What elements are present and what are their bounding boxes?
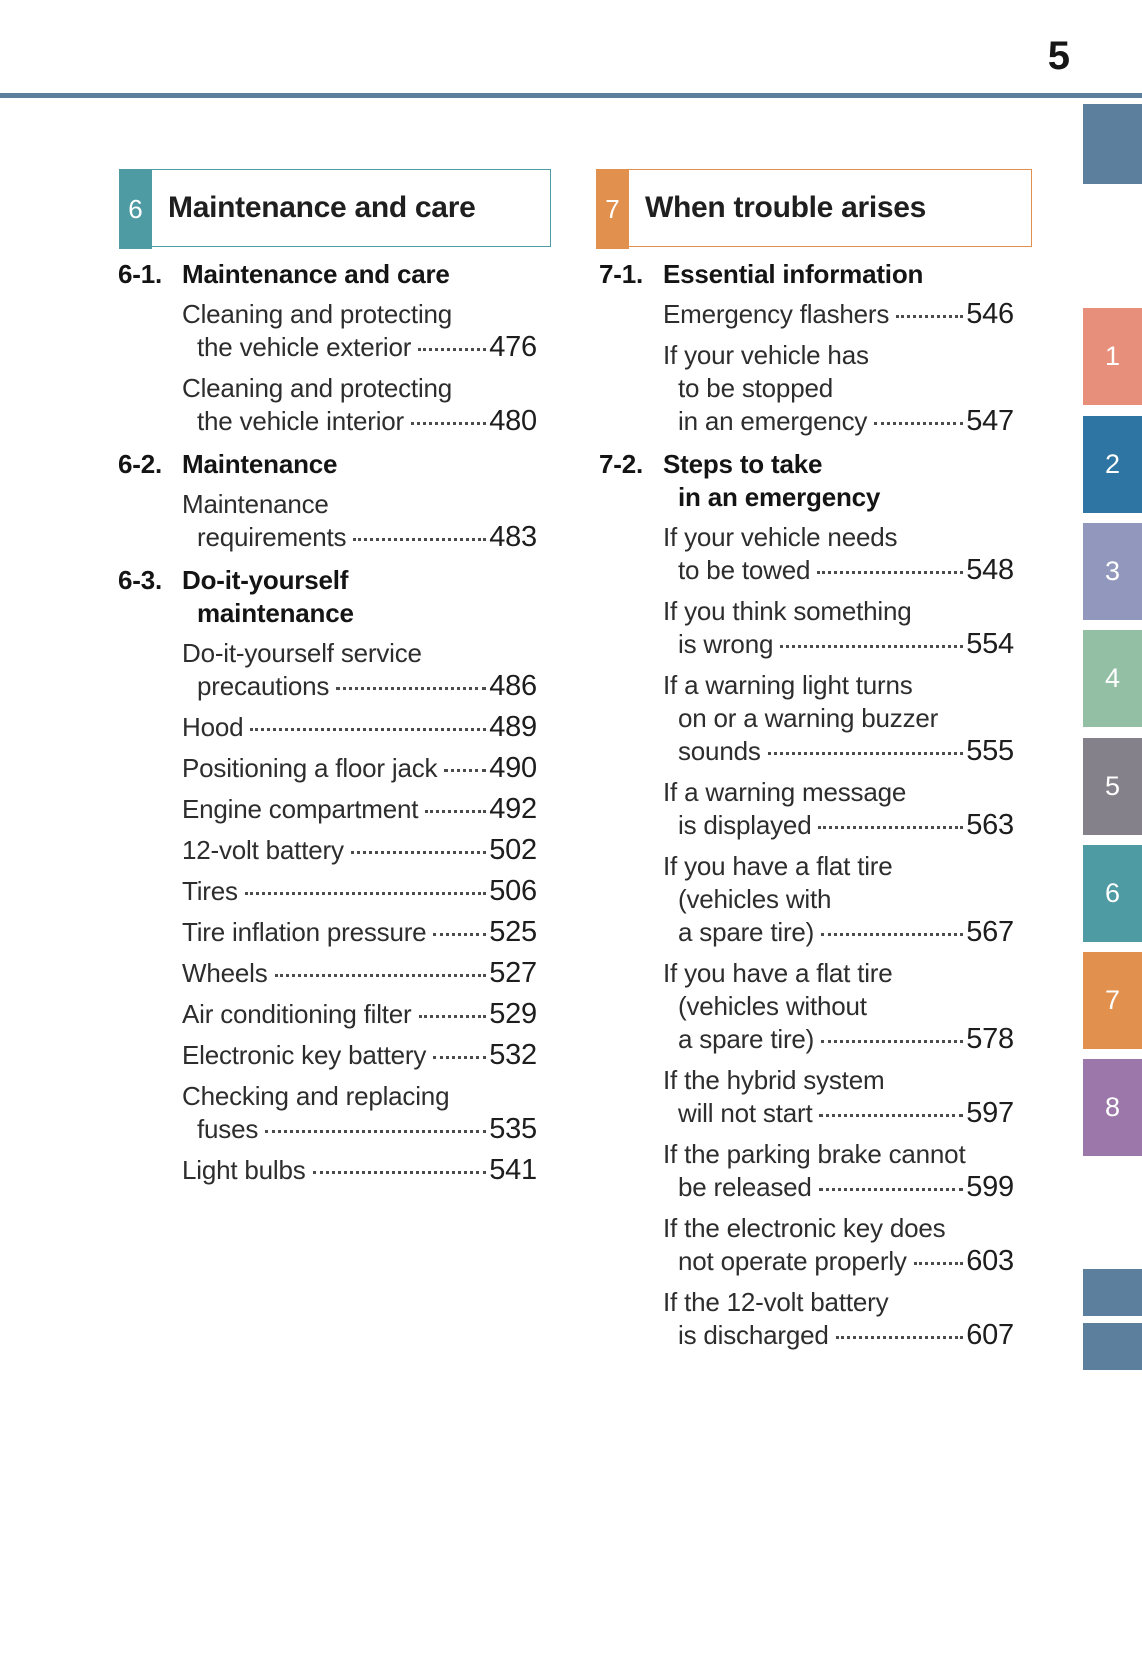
side-tab-4: 4	[1083, 630, 1142, 727]
entry-page-number: 532	[489, 1039, 537, 1071]
dot-leader	[818, 826, 963, 829]
entry-text-line: Electronic key battery	[182, 1040, 427, 1070]
section-heading-row	[118, 564, 537, 597]
section-heading	[599, 258, 1014, 291]
header-rule	[0, 93, 1142, 98]
dot-leader	[419, 1015, 487, 1018]
section-heading-row	[599, 258, 1014, 291]
toc-entry	[118, 1039, 537, 1072]
entry-text-line: be released	[678, 1172, 812, 1202]
entry-page-number: 541	[489, 1154, 537, 1186]
entry-text-line: will not start	[678, 1098, 813, 1128]
dot-leader	[444, 769, 486, 772]
entry-text-line: on or a warning buzzer	[678, 703, 939, 733]
entry-text-line: (vehicles without	[678, 991, 867, 1021]
entry-text-line: Do-it-yourself service	[182, 638, 422, 668]
entry-page-number: 599	[966, 1171, 1014, 1203]
entry-text-line: If the electronic key does	[663, 1213, 946, 1243]
entry-text-line: not operate properly	[678, 1246, 907, 1276]
entry-page-number: 483	[489, 521, 537, 553]
entry-last-line	[599, 1171, 1014, 1204]
toc-entry	[118, 1080, 537, 1146]
entry-page-number: 548	[966, 554, 1014, 586]
toc-entry	[118, 834, 537, 867]
entry-text-line: Tire inflation pressure	[182, 917, 427, 947]
toc-section	[118, 564, 537, 1187]
entry-page-number: 502	[489, 834, 537, 866]
entry-page-number: 489	[489, 711, 537, 743]
toc-entry	[599, 1064, 1014, 1130]
entry-text-line: precautions	[197, 671, 330, 701]
entry-page-number: 547	[966, 405, 1014, 437]
entry-last-line	[118, 521, 537, 554]
entry-text-line: a spare tire)	[678, 1024, 815, 1054]
entry-last-line	[118, 834, 537, 867]
entry-last-line	[599, 735, 1014, 768]
chapter-header-7	[596, 169, 1032, 247]
entry-text-line: is wrong	[678, 629, 774, 659]
toc-entry	[118, 957, 537, 990]
toc-entry	[118, 298, 537, 364]
toc-section	[118, 448, 537, 554]
entry-text-line: Engine compartment	[182, 794, 419, 824]
dot-leader	[821, 1040, 963, 1043]
side-tab-5: 5	[1083, 738, 1142, 835]
entry-last-line	[599, 1245, 1014, 1278]
toc-entry	[599, 669, 1014, 768]
entry-text-line: If you have a flat tire	[663, 851, 893, 881]
entry-last-line	[599, 1319, 1014, 1352]
entry-page-number: 506	[489, 875, 537, 907]
entry-last-line	[599, 405, 1014, 438]
entry-text-line: the vehicle interior	[197, 406, 404, 436]
entry-last-line	[118, 793, 537, 826]
dot-leader	[353, 538, 486, 541]
toc-column-right	[599, 258, 1014, 1362]
entry-last-line	[118, 405, 537, 438]
entry-last-line	[599, 1097, 1014, 1130]
section-number: 6-1.	[118, 259, 163, 289]
section-heading	[118, 564, 537, 630]
entry-last-line	[118, 670, 537, 703]
dot-leader	[780, 645, 963, 648]
entry-text-line: Cleaning and protecting	[182, 299, 453, 329]
entry-last-line	[118, 1113, 537, 1146]
side-tab-3: 3	[1083, 523, 1142, 620]
dot-leader	[425, 810, 486, 813]
entry-text-line: Air conditioning filter	[182, 999, 412, 1029]
dot-leader	[418, 348, 486, 351]
entry-text-line: If the parking brake cannot	[663, 1139, 966, 1169]
side-tab-2: 2	[1083, 416, 1142, 513]
entry-text-line: If a warning light turns	[663, 670, 913, 700]
page-number: 5	[1047, 34, 1070, 78]
entry-page-number: 492	[489, 793, 537, 825]
entry-page-number: 527	[489, 957, 537, 989]
entry-last-line	[118, 998, 537, 1031]
entry-last-line	[599, 916, 1014, 949]
dot-leader	[336, 687, 486, 690]
entry-last-line	[118, 331, 537, 364]
entry-text-line: If you think something	[663, 596, 912, 626]
toc-entry	[599, 1138, 1014, 1204]
dot-leader	[433, 1056, 486, 1059]
entry-page-number: 563	[966, 809, 1014, 841]
dot-leader	[768, 752, 964, 755]
entry-text-line: Cleaning and protecting	[182, 373, 453, 403]
dot-leader	[411, 422, 486, 425]
dot-leader	[265, 1130, 486, 1133]
toc-entry	[599, 1212, 1014, 1278]
entry-last-line	[599, 298, 1014, 331]
toc-section	[599, 258, 1014, 438]
entry-last-line	[118, 1039, 537, 1072]
side-tab-bottom-1	[1083, 1269, 1142, 1316]
entry-page-number: 555	[966, 735, 1014, 767]
dot-leader	[351, 851, 486, 854]
toc-entry	[118, 916, 537, 949]
dot-leader	[817, 571, 963, 574]
section-title-continued: in an emergency	[678, 482, 881, 512]
dot-leader	[245, 892, 486, 895]
entry-page-number: 480	[489, 405, 537, 437]
entry-text-line: Positioning a floor jack	[182, 753, 438, 783]
toc-entry	[599, 957, 1014, 1056]
entry-text-line: Emergency flashers	[663, 299, 890, 329]
entry-text-line: (vehicles with	[678, 884, 832, 914]
section-title: Do-it-yourself	[182, 565, 349, 595]
toc-entry	[118, 637, 537, 703]
entry-text-line: fuses	[197, 1114, 259, 1144]
toc-entry	[599, 1286, 1014, 1352]
toc-entry	[599, 521, 1014, 587]
section-number: 7-2.	[599, 449, 644, 479]
entry-page-number: 529	[489, 998, 537, 1030]
dot-leader	[874, 422, 963, 425]
toc-entry	[599, 595, 1014, 661]
dot-leader	[819, 1114, 963, 1117]
dot-leader	[250, 728, 486, 731]
chapter-number-badge: 6	[119, 169, 152, 249]
entry-last-line	[599, 809, 1014, 842]
entry-last-line	[118, 875, 537, 908]
section-number: 6-3.	[118, 565, 163, 595]
toc-entry	[118, 711, 537, 744]
section-heading	[118, 258, 537, 291]
toc-entry	[599, 339, 1014, 438]
chapter-header-6	[119, 169, 551, 247]
entry-last-line	[118, 752, 537, 785]
toc-entry	[599, 298, 1014, 331]
entry-text-line: in an emergency	[678, 406, 868, 436]
section-heading-row	[118, 258, 537, 291]
section-title: Maintenance	[182, 449, 338, 479]
entry-text-line: Hood	[182, 712, 244, 742]
dot-leader	[313, 1171, 487, 1174]
entry-page-number: 476	[489, 331, 537, 363]
entry-page-number: 607	[966, 1319, 1014, 1351]
side-tab-1: 1	[1083, 308, 1142, 405]
entry-text-line: If a warning message	[663, 777, 907, 807]
entry-last-line	[118, 916, 537, 949]
chapter-title: When trouble arises	[645, 191, 927, 224]
toc-column-left	[118, 258, 537, 1197]
dot-leader	[896, 315, 963, 318]
toc-entry	[118, 488, 537, 554]
entry-page-number: 486	[489, 670, 537, 702]
entry-last-line	[599, 1023, 1014, 1056]
section-title-continued: maintenance	[197, 598, 354, 628]
entry-text-line: Checking and replacing	[182, 1081, 450, 1111]
section-heading	[599, 448, 1014, 514]
toc-entry	[118, 1154, 537, 1187]
toc-entry	[118, 793, 537, 826]
side-tab-bottom-2	[1083, 1323, 1142, 1370]
toc-entry	[118, 998, 537, 1031]
entry-last-line	[599, 554, 1014, 587]
section-heading	[118, 448, 537, 481]
entry-page-number: 546	[966, 298, 1014, 330]
dot-leader	[914, 1262, 963, 1265]
entry-text-line: If your vehicle needs	[663, 522, 898, 552]
section-title: Maintenance and care	[182, 259, 450, 289]
entry-text-line: 12-volt battery	[182, 835, 344, 865]
entry-text-line: If your vehicle has	[663, 340, 869, 370]
toc-entry	[118, 875, 537, 908]
entry-text-line: If the hybrid system	[663, 1065, 885, 1095]
entry-page-number: 554	[966, 628, 1014, 660]
entry-last-line	[118, 1154, 537, 1187]
entry-text-line: the vehicle exterior	[197, 332, 412, 362]
side-tab-8: 8	[1083, 1059, 1142, 1156]
entry-text-line: Wheels	[182, 958, 268, 988]
toc-entry	[118, 372, 537, 438]
toc-entry	[599, 850, 1014, 949]
entry-text-line: If the 12-volt battery	[663, 1287, 889, 1317]
dot-leader	[819, 1188, 964, 1191]
entry-text-line: Maintenance	[182, 489, 329, 519]
toc-entry	[118, 752, 537, 785]
chapter-number-badge: 7	[596, 169, 629, 249]
entry-page-number: 597	[966, 1097, 1014, 1129]
section-number: 7-1.	[599, 259, 644, 289]
entry-page-number: 578	[966, 1023, 1014, 1055]
dot-leader	[821, 933, 963, 936]
toc-section	[118, 258, 537, 438]
entry-text-line: to be stopped	[678, 373, 833, 403]
entry-text-line: a spare tire)	[678, 917, 815, 947]
entry-page-number: 603	[966, 1245, 1014, 1277]
dot-leader	[275, 974, 487, 977]
entry-page-number: 567	[966, 916, 1014, 948]
entry-text-line: Light bulbs	[182, 1155, 306, 1185]
chapter-title: Maintenance and care	[168, 191, 476, 224]
entry-text-line: sounds	[678, 736, 761, 766]
section-heading-row	[118, 448, 537, 481]
side-tab-6: 6	[1083, 845, 1142, 942]
entry-page-number: 535	[489, 1113, 537, 1145]
entry-page-number: 525	[489, 916, 537, 948]
entry-last-line	[118, 957, 537, 990]
dot-leader	[433, 933, 486, 936]
side-tab-top	[1083, 104, 1142, 184]
entry-text-line: is discharged	[678, 1320, 829, 1350]
entry-last-line	[118, 711, 537, 744]
entry-text-line: requirements	[197, 522, 347, 552]
entry-last-line	[599, 628, 1014, 661]
entry-text-line: If you have a flat tire	[663, 958, 893, 988]
section-title: Essential information	[663, 259, 924, 289]
section-number: 6-2.	[118, 449, 163, 479]
toc-entry	[599, 776, 1014, 842]
entry-text-line: Tires	[182, 876, 238, 906]
entry-text-line: to be towed	[678, 555, 811, 585]
entry-text-line: is displayed	[678, 810, 812, 840]
dot-leader	[836, 1336, 964, 1339]
side-tab-7: 7	[1083, 952, 1142, 1049]
entry-page-number: 490	[489, 752, 537, 784]
toc-section	[599, 448, 1014, 1352]
section-heading-row	[599, 448, 1014, 481]
section-title: Steps to take	[663, 449, 823, 479]
